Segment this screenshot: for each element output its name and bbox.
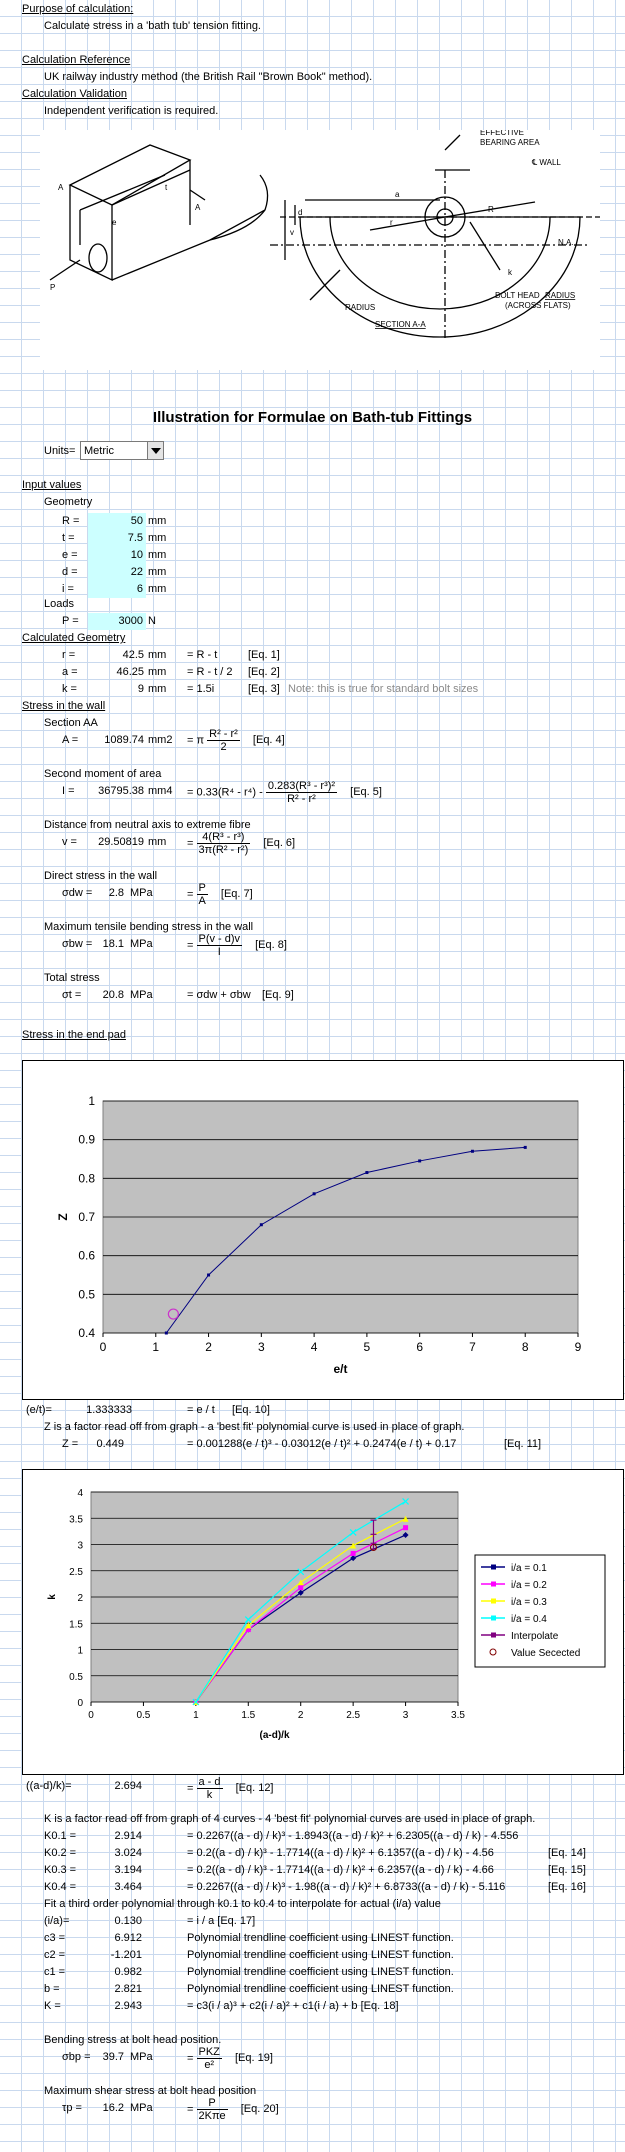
et-value: 1.333333 [86,1404,132,1416]
y-tick-label: 1 [88,1094,95,1108]
fit-row-name: K = [44,2000,61,2012]
k-legend-marker [491,1616,496,1621]
y-tick-label: 3 [77,1540,83,1552]
total-formula: = σdw + σbw [187,989,251,1001]
y-tick-label: 1 [77,1645,83,1657]
adk-formula-pre: = [187,1782,194,1795]
bp-eq: [Eq. 19] [234,2052,273,2065]
y-axis-title: Z [56,1213,70,1221]
x-tick-label: 2 [297,1710,304,1721]
z-curve-point [524,1146,527,1149]
et-name: (e/t)= [26,1404,52,1416]
input-row-unit: mm [148,532,167,544]
I-eq: [Eq. 5] [350,786,382,799]
A-unit: mm2 [148,734,173,746]
k-legend-marker [491,1633,496,1638]
calc-row-formula: = 1.5i [187,683,215,695]
y-tick-label: 0 [77,1698,83,1709]
y-tick-label: 0.4 [78,1326,95,1340]
dw-formula-num: P [198,882,206,894]
k-legend-label: i/a = 0.3 [511,1597,547,1608]
k-legend-label: i/a = 0.4 [511,1614,547,1625]
fit-row-name: (i/a)= [44,1915,70,1927]
reference-text: UK railway industry method (the British Rail "Brown Book" method). [44,71,373,83]
x-axis-title: (a-d)/k [259,1730,290,1741]
calc-row-name: k = [62,683,77,695]
fit-row-text: Polynomial trendline coefficient using LINEST function. [187,1966,454,1978]
calc-row-eq: [Eq. 1] [248,649,280,661]
k-chart-svg [23,1470,623,1774]
bp-value: 39.7 [102,2051,124,2063]
input-field[interactable]: 6 [88,581,146,598]
k-row-eq: [Eq. 15] [548,1864,586,1876]
x-tick-label: 3.5 [451,1710,465,1721]
calc-row-unit: mm [148,649,167,661]
x-tick-label: 9 [574,1340,582,1354]
bw-eq: [Eq. 8] [255,939,287,952]
v-unit: mm [148,836,167,848]
fit-row-name: c2 = [44,1949,66,1961]
y-tick-label: 4 [77,1488,83,1499]
adk-eq: [Eq. 12] [235,1782,274,1795]
y-axis-title: k [47,1594,58,1600]
calc-row-formula: = R - t [187,649,218,661]
v-name: v = [62,836,77,848]
label-R: R [488,205,494,214]
k-row-name: K0.1 = [44,1830,77,1842]
z-curve-point [260,1223,263,1226]
purpose-text: Calculate stress in a 'bath tub' tension fitting. [44,20,261,32]
bw-formula-num: P(v - d)v [198,933,241,945]
x-tick-label: 3 [257,1340,265,1354]
label-across-flats: (ACROSS FLATS) [505,301,571,310]
k-legend-label: Interpolate [511,1631,559,1642]
k-row-name: K0.3 = [44,1864,77,1876]
z-curve-point [165,1332,168,1335]
A-value: 1089.74 [104,734,144,746]
k-legend-label: Value Secected [511,1648,581,1659]
fit-row-value: 2.943 [114,2000,142,2012]
k-legend-marker [491,1565,496,1570]
input-row-unit: mm [148,566,167,578]
x-tick-label: 6 [416,1340,424,1354]
I-formula-den: R² - r² [287,793,316,805]
z-curve-point [313,1192,316,1195]
purpose-label: Purpose of calculation: [22,3,134,15]
label-r: r [390,218,393,227]
adk-formula [187,1776,274,1801]
bw-value: 18.1 [102,938,124,950]
total-name: σt = [62,989,82,1001]
k-row-eq: [Eq. 14] [548,1847,586,1859]
units-select[interactable] [80,441,164,460]
calc-row-name: a = [62,666,78,678]
x-tick-label: 2.5 [346,1710,361,1721]
units-select-value: Metric [84,445,114,457]
z-curve-point [418,1159,421,1162]
I-formula-num: 0.283(R³ - r³)² [267,780,336,792]
y-tick-label: 3.5 [69,1514,83,1526]
dw-value: 2.8 [108,887,124,899]
bp-name: σbp = [62,2051,91,2063]
fit-row-value: 0.130 [114,1915,142,1927]
tp-formula-num: P [197,2097,228,2110]
input-row-unit: mm [148,583,167,595]
bp-label: Bending stress at bolt head position. [44,2034,222,2046]
input-heading: Input values [22,479,82,491]
fit-row-value: 0.982 [114,1966,142,1978]
k-row-formula: = 0.2((a - d) / k)³ - 1.7714((a - d) / k)² + 6.1357((a - d) / k) - 4.56 [187,1847,494,1859]
fit-row-text: Polynomial trendline coefficient using LINEST function. [187,1932,454,1944]
x-tick-label: 1 [152,1340,160,1354]
Z-formula: = 0.001288(e / t)³ - 0.03012(e / t)² + 0.2474(e / t) + 0.17 [187,1438,457,1450]
bw-formula [187,933,287,958]
bp-formula-num: PKZ [198,2046,220,2058]
z-note: Z is a factor read off from graph - a 'best fit' polynomial curve is used in place of graph. [44,1421,465,1433]
loads-label: Loads [44,598,74,610]
input-field[interactable]: 7.5 [88,530,146,547]
z-chart [22,1060,624,1400]
label-k: k [508,268,512,277]
fit-row-name: c3 = [44,1932,66,1944]
label-v: v [290,228,294,237]
tp-unit: MPa [130,2102,153,2114]
A-formula-pre: = π [187,734,205,747]
dw-unit: MPa [130,887,153,899]
A-formula-num: R² - r² [209,728,238,740]
I-formula-pre: = 0.33(R⁴ - r⁴) - [187,786,263,799]
Z-name: Z = [62,1438,79,1450]
y-tick-label: 1.5 [69,1619,83,1631]
bw-unit: MPa [130,938,153,950]
x-tick-label: 8 [521,1340,529,1354]
fit-row-text: = c3(i / a)³ + c2(i / a)² + c1(i / a) + b [Eq. 18] [187,2000,399,2012]
z-curve-point [365,1171,368,1174]
y-tick-label: 2 [77,1593,83,1604]
input-row-name: R = [62,515,80,527]
input-row-name: e = [62,549,78,561]
units-label: Units= [44,445,76,457]
k-row-formula: = 0.2267((a - d) / k)³ - 1.98((a - d) / k)² + 6.8733((a - d) / k) - 5.116 [187,1881,506,1893]
fitting-drawing [40,130,600,370]
v-formula-pre: = [187,837,194,850]
dw-eq: [Eq. 7] [220,888,253,901]
bw-label: Maximum tensile bending stress in the wall [44,921,254,933]
calc-row-value: 42.5 [122,649,144,661]
adk-name: ((a-d)/k)= [26,1780,72,1792]
bw-formula-den: I [217,946,221,958]
k-row-formula: = 0.2((a - d) / k)³ - 1.7714((a - d) / k)² + 6.2357((a - d) / k) - 4.66 [187,1864,494,1876]
input-row-name: d = [62,566,78,578]
x-tick-label: 2 [205,1340,212,1354]
I-unit: mm4 [148,785,173,797]
Z-value: 0.449 [96,1438,124,1450]
Z-eq: [Eq. 11] [504,1438,542,1450]
bw-name: σbw = [62,938,93,950]
A-formula-den: 2 [220,741,227,753]
calc-row-formula: = R - t / 2 [187,666,233,678]
z-curve-point [207,1274,210,1277]
y-tick-label: 0.7 [78,1210,95,1224]
label-bearing-area: BEARING AREA [480,138,540,147]
total-unit: MPa [130,989,153,1001]
input-row-name: t = [62,532,75,544]
et-formula: = e / t [187,1404,215,1416]
y-tick-label: 0.8 [78,1171,95,1186]
tp-formula-den: 2Kπe [198,2110,226,2122]
dw-name: σdw = [62,887,93,899]
bp-unit: MPa [130,2051,153,2063]
calc-geometry-heading: Calculated Geometry [22,632,126,644]
z-chart-svg [23,1061,623,1399]
fit-row-name: b = [44,1983,60,1995]
label-t: t [165,183,168,192]
label-effective: EFFECTIVE [480,130,525,137]
dw-formula-den: A [198,895,206,907]
v-formula [187,831,295,856]
validation-label: Calculation Validation [22,88,127,100]
section-aa-label: Section AA [44,717,98,729]
x-tick-label: 4 [310,1340,318,1354]
calc-row-eq: [Eq. 2] [248,666,280,678]
dw-formula [187,882,253,907]
x-tick-label: 0 [88,1710,94,1721]
x-tick-label: 5 [363,1340,371,1354]
v-formula-num: 4(R³ - r³) [197,831,251,844]
k-legend-marker [491,1582,496,1587]
load-name: P = [62,615,79,627]
label-bolt-radius: RADIUS [545,291,576,300]
calc-row-value: 9 [137,683,144,695]
input-field[interactable]: 22 [88,564,146,581]
label-a: a [395,190,400,199]
fit-row-text: Polynomial trendline coefficient using LINEST function. [187,1949,454,1961]
tp-formula-pre: = [187,2103,194,2116]
k-series-point [351,1551,356,1556]
z-curve-point [471,1150,474,1153]
k-row-value: 3.464 [114,1881,142,1893]
load-input[interactable]: 3000 [88,613,146,630]
adk-formula-den: k [206,1789,213,1801]
calc-row-note: Note: this is true for standard bolt sizes [288,683,479,695]
x-tick-label: 3 [402,1710,409,1721]
wall-heading: Stress in the wall [22,700,106,712]
label-na: N.A. [558,238,574,247]
A-eq: [Eq. 4] [252,734,285,747]
k-legend-label: i/a = 0.2 [511,1580,547,1591]
total-eq: [Eq. 9] [262,989,294,1001]
geometry-label: Geometry [44,496,93,508]
I-formula [187,780,382,805]
adk-value: 2.694 [114,1780,142,1792]
label-bolt-head: BOLT HEAD [495,291,540,300]
bp-formula-den: e² [204,2059,215,2071]
total-label: Total stress [44,972,100,984]
k-row-value: 2.914 [114,1830,142,1842]
total-value: 20.8 [102,989,124,1001]
calc-row-name: r = [62,649,76,661]
input-row-unit: mm [148,549,167,561]
y-tick-label: 0.9 [78,1132,95,1147]
input-field[interactable]: 50 [88,513,146,530]
label-A-top: A [58,183,64,192]
k-legend-label: i/a = 0.1 [511,1563,547,1574]
calc-row-eq: [Eq. 3] [248,683,280,695]
bp-formula [187,2046,273,2071]
x-tick-label: 0.5 [136,1710,151,1721]
fit-row-value: -1.201 [110,1949,142,1961]
calc-row-value: 46.25 [116,666,144,678]
tp-eq: [Eq. 20] [240,2103,279,2116]
fit-row-value: 6.912 [114,1932,142,1944]
x-tick-label: 1.5 [241,1710,256,1721]
x-tick-label: 0 [99,1340,107,1354]
fit-row-text: Polynomial trendline coefficient using LINEST function. [187,1983,454,1995]
dw-formula-pre: = [187,888,194,901]
I-value: 36795.38 [98,785,144,797]
label-e: e [112,218,117,227]
x-tick-label: 7 [469,1340,476,1354]
illustration-title: Illustration for Formulae on Bath-tub Fittings [152,409,473,426]
I-name: I = [62,785,75,797]
x-axis-title: e/t [333,1362,348,1376]
validation-text: Independent verification is required. [44,105,219,117]
fit-note: Fit a third order polynomial through k0.1 to k0.4 to interpolate for actual (i/a) value [44,1898,441,1910]
fit-row-value: 2.821 [114,1983,142,1995]
input-field[interactable]: 10 [88,547,146,564]
v-value: 29.50819 [98,836,144,848]
k-legend-marker [491,1599,496,1604]
input-row-name: i = [62,583,74,595]
y-tick-label: 0.5 [78,1287,95,1302]
y-tick-label: 0.5 [69,1671,83,1683]
I-label: Second moment of area [44,768,162,780]
dw-label: Direct stress in the wall [44,870,158,882]
k-note: K is a factor read off from graph of 4 curves - 4 'best fit' polynomial curves are used in place of graph. [44,1813,536,1825]
k-row-name: K0.4 = [44,1881,77,1893]
chevron-down-icon[interactable] [147,442,163,459]
k-row-formula: = 0.2267((a - d) / k)³ - 1.8943((a - d) / k)² + 6.2305((a - d) / k) - 4.556 [187,1830,519,1842]
bath-tub-fitting-diagram [40,130,600,370]
label-section-aa: SECTION A-A [375,320,426,329]
et-eq: [Eq. 10] [232,1404,270,1416]
k-series-point [298,1585,303,1590]
k-series-point [403,1525,408,1530]
bp-formula-pre: = [187,2052,194,2065]
A-name: A = [62,734,79,746]
calc-row-unit: mm [148,683,167,695]
label-d: d [298,208,303,217]
fit-row-text: = i / a [Eq. 17] [187,1915,256,1927]
tp-name: τp = [62,2102,82,2114]
v-formula-den: 3π(R² - r²) [198,844,249,856]
v-eq: [Eq. 6] [263,837,296,850]
k-row-eq: [Eq. 16] [548,1881,586,1893]
A-formula [187,728,285,753]
bw-formula-pre: = [187,939,194,952]
input-row-unit: mm [148,515,167,527]
label-cl-wall: ℄ WALL [532,158,561,167]
adk-formula-num: a - d [198,1776,221,1788]
x-tick-label: 1 [193,1710,199,1721]
endpad-heading: Stress in the end pad [22,1029,126,1041]
k-row-name: K0.2 = [44,1847,77,1859]
label-radius: RADIUS [345,303,376,312]
label-P: P [50,283,56,292]
y-tick-label: 2.5 [69,1566,83,1578]
tp-formula [187,2097,279,2122]
calc-row-unit: mm [148,666,167,678]
y-tick-label: 0.6 [78,1248,95,1263]
reference-label: Calculation Reference [22,54,131,66]
v-label: Distance from neutral axis to extreme fibre [44,819,251,831]
k-row-value: 3.194 [114,1864,142,1876]
k-row-value: 3.024 [114,1847,142,1859]
label-A-side: A [195,203,201,212]
k-chart [22,1469,624,1775]
tp-value: 16.2 [102,2102,124,2114]
fit-row-name: c1 = [44,1966,66,1978]
tp-label: Maximum shear stress at bolt head position [44,2085,257,2097]
load-unit: N [148,615,156,627]
